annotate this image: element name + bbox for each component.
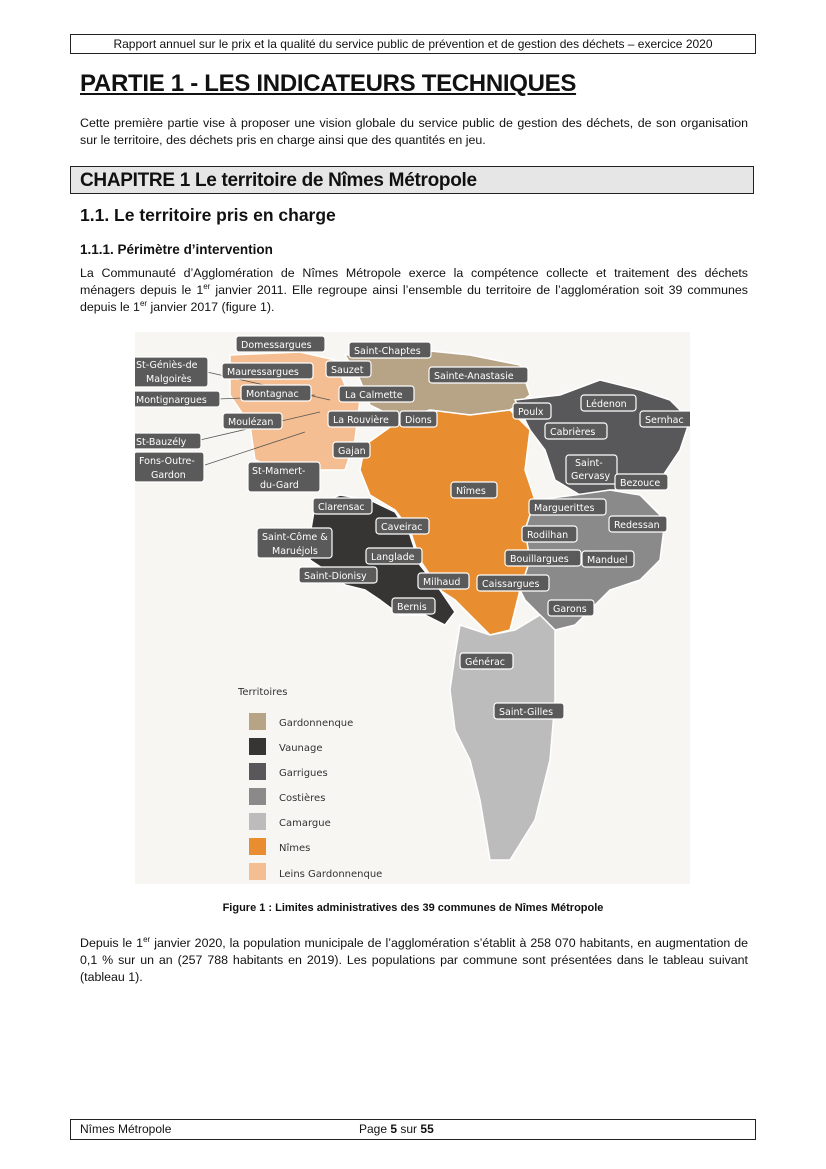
- commune-label: [392, 598, 435, 614]
- commune-label: [513, 403, 551, 419]
- svg-text:Saint-Dionisy: Saint-Dionisy: [304, 571, 367, 582]
- svg-text:Générac: Générac: [465, 657, 506, 668]
- population-paragraph: Depuis le 1er janvier 2020, la population municipale de l’agglomération s’établit à 258 070 habitants, en augmentation de 0,1 % sur un an (257 788 habitants en 2019). Les populations par commune sont présentées dans le tableau suivant (tableau 1).: [80, 934, 748, 984]
- svg-text:Gajan: Gajan: [338, 446, 366, 457]
- svg-text:Rodilhan: Rodilhan: [527, 530, 569, 541]
- svg-text:Caveirac: Caveirac: [381, 522, 423, 533]
- svg-text:Gervasy: Gervasy: [571, 471, 611, 482]
- svg-text:Bouillargues: Bouillargues: [510, 554, 569, 565]
- commune-label: [248, 462, 320, 492]
- svg-text:Garons: Garons: [553, 604, 587, 615]
- commune-label: [222, 363, 313, 379]
- commune-label: [366, 548, 422, 564]
- commune-label: [451, 482, 497, 498]
- svg-text:Montignargues: Montignargues: [136, 395, 207, 406]
- commune-label: [135, 391, 220, 407]
- commune-label: [400, 411, 437, 427]
- svg-text:Saint-Chaptes: Saint-Chaptes: [354, 346, 421, 357]
- svg-text:Marguerittes: Marguerittes: [534, 503, 595, 514]
- commune-label: [494, 703, 564, 719]
- svg-text:St-Bauzély: St-Bauzély: [136, 437, 187, 448]
- commune-label: [566, 455, 617, 484]
- commune-label: [326, 361, 371, 377]
- commune-label: [328, 411, 399, 427]
- commune-label: [522, 526, 577, 542]
- commune-label: [418, 573, 469, 589]
- commune-label: [135, 452, 204, 482]
- svg-text:St-Géniès-de: St-Géniès-de: [136, 360, 198, 371]
- commune-label: [460, 653, 513, 669]
- commune-label: [313, 498, 372, 514]
- footer-org: Nîmes Métropole: [80, 1122, 172, 1136]
- territory-map: [135, 332, 690, 884]
- svg-text:Saint-Gilles: Saint-Gilles: [499, 707, 554, 718]
- svg-text:Leins Gardonnenque: Leins Gardonnenque: [279, 869, 383, 880]
- part-title: PARTIE 1 - LES INDICATEURS TECHNIQUES: [80, 70, 577, 97]
- svg-text:St-Mamert-: St-Mamert-: [252, 466, 306, 477]
- commune-label: [529, 499, 606, 515]
- svg-text:Manduel: Manduel: [587, 555, 628, 566]
- svg-text:Lédenon: Lédenon: [586, 399, 627, 410]
- svg-text:Mauressargues: Mauressargues: [227, 367, 299, 378]
- svg-text:Poulx: Poulx: [518, 407, 544, 418]
- svg-text:La Rouvière: La Rouvière: [333, 415, 389, 426]
- commune-label: [581, 395, 636, 411]
- svg-text:Cabrières: Cabrières: [550, 427, 596, 438]
- svg-text:Camargue: Camargue: [279, 818, 331, 829]
- svg-text:Gardon: Gardon: [151, 470, 186, 481]
- svg-text:Dions: Dions: [405, 415, 432, 426]
- commune-label: [257, 528, 332, 558]
- svg-text:Nîmes: Nîmes: [279, 843, 311, 854]
- svg-text:Garrigues: Garrigues: [279, 768, 328, 779]
- svg-text:du-Gard: du-Gard: [260, 480, 299, 491]
- commune-label: [609, 516, 667, 532]
- svg-text:Clarensac: Clarensac: [318, 502, 365, 513]
- page-footer: [70, 1119, 756, 1140]
- svg-text:Redessan: Redessan: [614, 520, 660, 531]
- commune-label: [505, 550, 581, 566]
- svg-text:Fons-Outre-: Fons-Outre-: [139, 456, 195, 467]
- commune-label: [582, 551, 634, 567]
- commune-label: [615, 474, 668, 490]
- svg-text:Sainte-Anastasie: Sainte-Anastasie: [434, 371, 514, 382]
- commune-label: [349, 342, 431, 358]
- chapter-heading: CHAPITRE 1 Le territoire de Nîmes Métropole: [70, 166, 754, 194]
- perimeter-paragraph: La Communauté d’Agglomération de Nîmes Métropole exerce la compétence collecte et traitement des déchets ménagers depuis le 1er janvier 2011. Elle regroupe ainsi l’ensemble du territoire de l’agglomération soit 39 communes depuis le 1er janvier 2017 (figure 1).: [80, 266, 748, 314]
- svg-text:Domessargues: Domessargues: [241, 340, 312, 351]
- svg-text:Vaunage: Vaunage: [279, 743, 323, 754]
- svg-text:Nîmes: Nîmes: [456, 486, 486, 497]
- commune-label: [545, 423, 607, 439]
- svg-text:Bezouce: Bezouce: [620, 478, 661, 489]
- svg-text:Gardonnenque: Gardonnenque: [279, 718, 354, 729]
- intro-paragraph: Cette première partie vise à proposer une vision globale du service public de gestion des déchets, de son organisation sur le territoire, des déchets pris en charge ainsi que des quantités en jeu.: [80, 116, 748, 147]
- svg-text:Bernis: Bernis: [397, 602, 427, 613]
- commune-label: [299, 567, 377, 583]
- svg-text:Caissargues: Caissargues: [482, 579, 540, 590]
- commune-label: [376, 518, 429, 534]
- commune-label: [236, 336, 325, 352]
- svg-text:Moulézan: Moulézan: [228, 417, 274, 428]
- commune-label: [135, 433, 201, 449]
- commune-label: [339, 386, 414, 402]
- commune-label: [548, 600, 594, 616]
- running-header: Rapport annuel sur le prix et la qualité du service public de prévention et de gestion des déchets – exercice 2020: [70, 34, 756, 54]
- figure-caption: Figure 1 : Limites administratives des 39 communes de Nîmes Métropole: [222, 902, 604, 914]
- commune-label: [241, 385, 311, 401]
- legend-title: Territoires: [238, 687, 288, 698]
- svg-text:Costières: Costières: [279, 793, 326, 804]
- svg-text:Saint-Côme &: Saint-Côme &: [262, 532, 328, 543]
- commune-label: [477, 575, 549, 591]
- svg-text:Malgoirès: Malgoirès: [146, 374, 192, 385]
- svg-text:Langlade: Langlade: [371, 552, 415, 563]
- svg-text:Milhaud: Milhaud: [423, 577, 461, 588]
- commune-label: [640, 411, 690, 427]
- section-heading: 1.1. Le territoire pris en charge: [80, 205, 336, 225]
- commune-label: [135, 357, 208, 387]
- commune-label: [333, 442, 370, 458]
- svg-text:Montagnac: Montagnac: [246, 389, 299, 400]
- page-number: Page 5 sur 55: [359, 1122, 434, 1136]
- subsection-heading: 1.1.1. Périmètre d’intervention: [80, 242, 273, 257]
- commune-label: [429, 367, 528, 383]
- svg-text:La Calmette: La Calmette: [345, 390, 403, 401]
- svg-text:Maruéjols: Maruéjols: [272, 546, 318, 557]
- svg-text:Sernhac: Sernhac: [645, 415, 684, 426]
- commune-label: [223, 413, 282, 429]
- svg-text:Saint-: Saint-: [575, 458, 603, 469]
- svg-text:Sauzet: Sauzet: [331, 365, 364, 376]
